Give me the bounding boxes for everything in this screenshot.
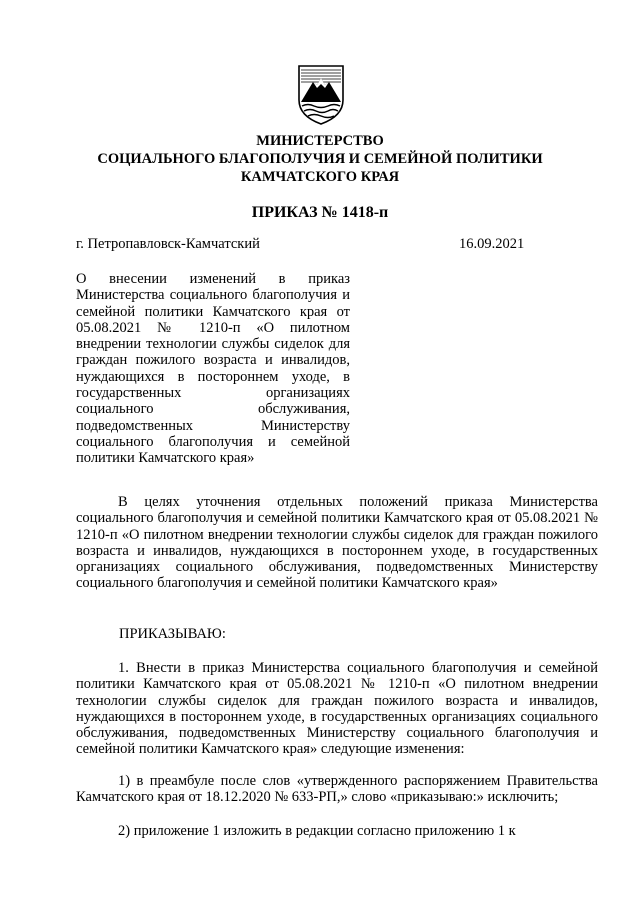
order-title: ПРИКАЗ № 1418-п [251, 204, 389, 221]
order-date: 16.09.2021 [459, 236, 525, 252]
item-1-paragraph: 1. Внести в приказ Министерства социального благополучия и семейной политики Камчатского края от 05.08.2021 № 1210-п «О пилотном внедрении технологии службы сиделок для граждан пожилого возраста и инвалидов, нуждающихся в постороннем уходе, в государственных организациях социального обслуживания, подведомственных Министерству социального благополучия и семейной политики Камчатского края» следующие изменения: [76, 660, 598, 758]
order-subject: О внесении изменений в приказ Министерства социального благополучия и семейной политики Камчатского края от 05.08.2021 № 1210-п «О пилотном внедрении технологии службы сиделок для граждан пожилого возраста и инвалидов, нуждающихся в постороннем уходе, в государственных организациях социального обслуживания, подведомственных Министерству социального благополучия и семейной политики Камчатского края» [76, 271, 350, 467]
city: г. Петропавловск-Камчатский [76, 236, 260, 252]
decree-word: ПРИКАЗЫВАЮ: [119, 626, 226, 642]
item-1-2-paragraph: 2) приложение 1 изложить в редакции согласно приложению 1 к [118, 823, 516, 839]
ministry-name-line1: МИНИСТЕРСТВО [256, 133, 384, 149]
item-1-1-paragraph: 1) в преамбуле после слов «утвержденного распоряжением Правительства Камчатского края от 18.12.2020 № 633-РП,» слово «приказываю:» исключить; [76, 773, 598, 806]
preamble-paragraph: В целях уточнения отдельных положений приказа Министерства социального благополучия и семейной политики Камчатского края от 05.08.2021 № 1210-п «О пилотном внедрении технологии службы сиделок для граждан пожилого возраста и инвалидов, нуждающихся в постороннем уходе, в государственных организациях социального обслуживания, подведомственных Министерству социального благополучия и семейной политики Камчатского края» [76, 494, 598, 592]
ministry-name-line2: СОЦИАЛЬНОГО БЛАГОПОЛУЧИЯ И СЕМЕЙНОЙ ПОЛИТИКИ [97, 151, 543, 167]
coat-of-arms-icon [296, 62, 346, 126]
ministry-name-line3: КАМЧАТСКОГО КРАЯ [240, 169, 400, 185]
